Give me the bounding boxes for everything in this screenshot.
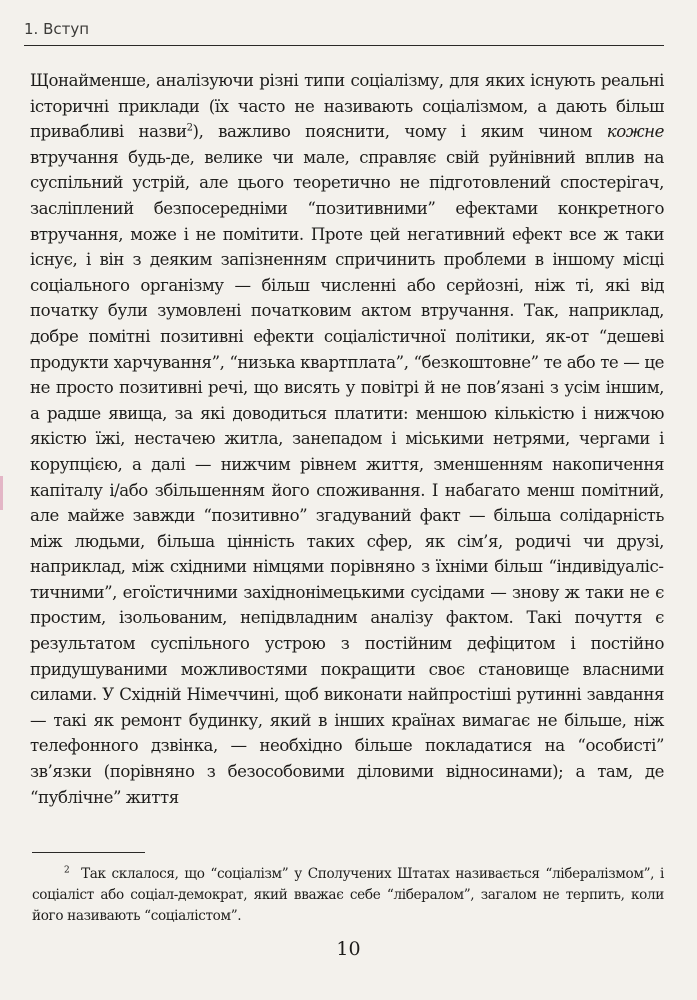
body-text-segment: Щонайменше, аналізуючи різні типи соціалізму, для яких існують реальні історичні приклади (їх часто не називають соціалізмом, а дають більш привабливі назви xyxy=(30,71,664,142)
footnote-text: Так склалося, що “соціалізм” у Сполучених Штатах називається “ліберaлізмом”, і соціаліст або соціал-демократ, який вважає себе “лібералом”, загалом не терпить, коли його називають “соціалістом”. xyxy=(32,866,664,924)
footnote-marker: 2 xyxy=(64,865,70,876)
body-text-segment: втручання будь-де, велике чи мале, справляє свій руйнівний вплив на суспільний устрій, але цього теоретично не підготовлений спостерігач, засліплений безпосередніми “позитивними” ефектами конкретного втручання, може і не помітити. Проте цей негативний ефект все ж таки існує, і він з деяким запізненням спричинить проблеми в іншому місці соціального організму — більш численні або серйозні, ніж ті, які від початку були зумовлені початковим актом втручання. Так, наприклад, добре помітні позитивні ефекти соціалістичної політики, як-от “дешеві продукти харчування”, “низька квартплата”, “безкоштовне” те або те — це не просто позитивні речі, що висять у повітрі й не пов’язані з усім іншим, а радше явища, за які доводиться платити: меншою кількістю і нижчою якістю їжі, нестачею житла, занепадом і міськими нетрями, чергами і корупцією, а далі — нижчим рівнем життя, зменшенням накопичення капіталу і/або збільшенням його споживання. І набагато менш помітний, але майже завжди “позитивно” згадуваний факт — більша солідарність між людьми, більша цінність таких сфер, як сім’я, родичі чи друзі, наприклад, між східними німцями порівняно з їхніми більш “індивідуалістичними”, егоїстичними західнонімецькими сусідами — знову ж таки не є простим, ізольованим, непідвладним аналізу фактом. Такі почуття є результатом суспільного устрою з постійним дефіцитом і постійно придушуваними можливостями покращити своє становище власними силами. У Східній Німеччині, щоб виконати найпростіші рутинні завдання — такі як ремонт будинку, який в інших країнах вимагає не більше, ніж телефонного дзвінка, — необхідно більше покладатися на “особисті” зв’язки (порівняно з безособовими діловими відносинами); а там, де “публічне” життя xyxy=(30,147,664,807)
body-text-segment: ), важливо пояснити, чому і яким чином xyxy=(192,122,607,142)
page-edge-mark xyxy=(0,476,3,510)
emphasis-word: кожне xyxy=(606,122,664,142)
footnote xyxy=(32,864,664,927)
running-head: 1. Вступ xyxy=(24,20,90,38)
footnote-reference[interactable]: 2 xyxy=(186,122,193,134)
body-paragraph xyxy=(30,68,664,810)
header-rule xyxy=(24,45,664,46)
footnote-separator xyxy=(32,852,145,853)
page-number: 10 xyxy=(336,938,361,960)
